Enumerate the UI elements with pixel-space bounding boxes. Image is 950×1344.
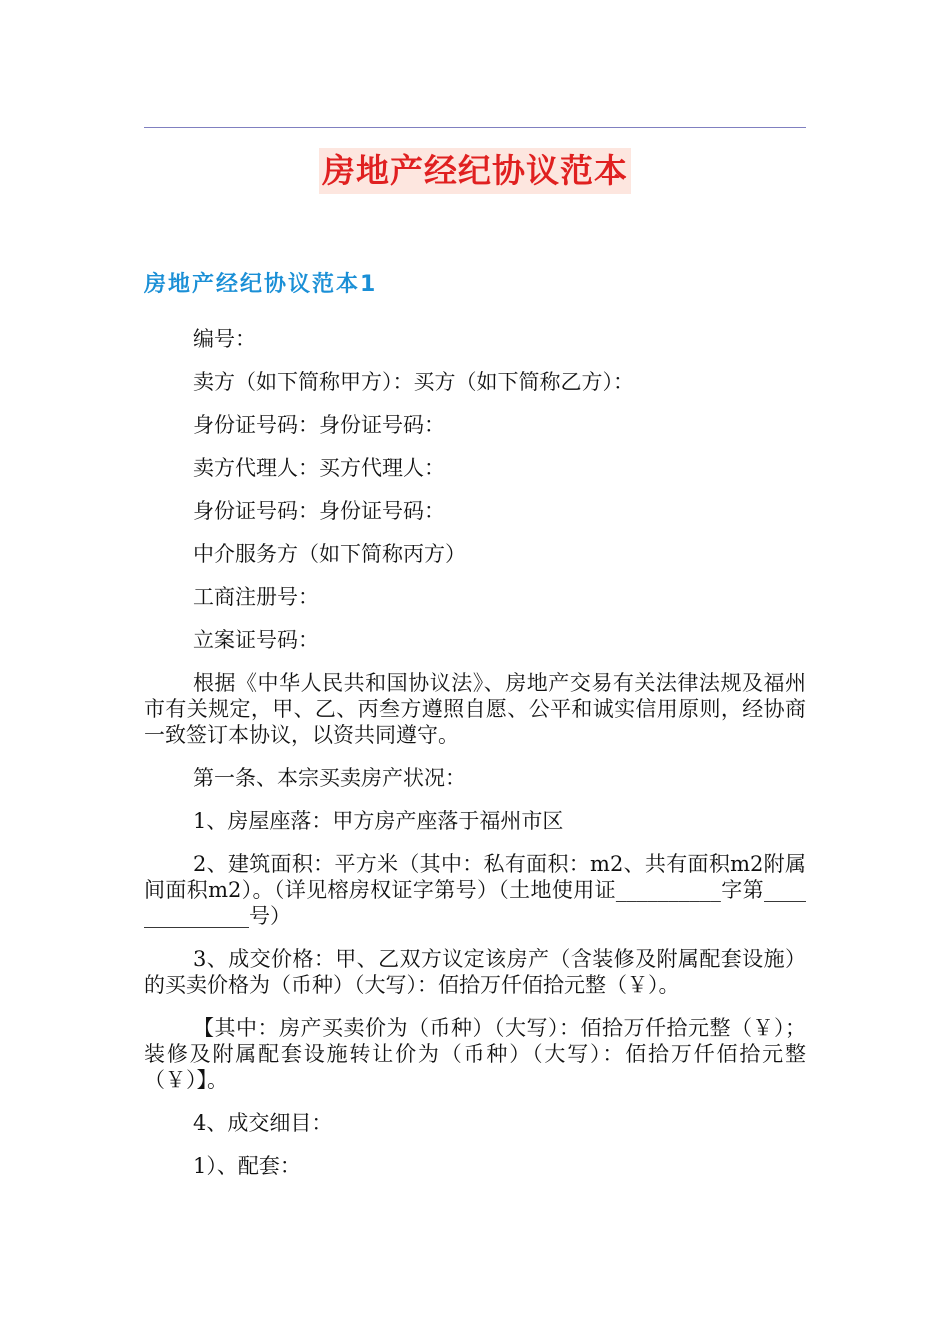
header-divider bbox=[144, 127, 806, 128]
paragraph-floor-area: 2、建筑面积：平方米（其中：私有面积：m2、共有面积m2附属间面积m2）。（详见榕房权证字第号）（土地使用证__________字第______________号） bbox=[144, 852, 806, 928]
paragraph-agents: 卖方代理人：买方代理人： bbox=[193, 456, 445, 480]
paragraph-intermediary: 中介服务方（如下简称丙方） bbox=[193, 542, 466, 566]
paragraph-parties: 卖方（如下简称甲方）：买方（如下简称乙方）： bbox=[193, 370, 634, 394]
paragraph-preamble: 根据《中华人民共和国协议法》、房地产交易有关法律法规及福州市有关规定，甲、乙、丙叁方遵照自愿、公平和诚实信用原则，经协商一致签订本协议，以资共同遵守。 bbox=[144, 671, 806, 747]
paragraph-facilities: 1）、配套： bbox=[193, 1154, 301, 1178]
paragraph-price: 3、成交价格：甲、乙双方议定该房产（含装修及附属配套设施）的买卖价格为（币种）（大写）：佰拾万仟佰拾元整（￥）。 bbox=[144, 947, 806, 997]
document-title: 房地产经纪协议范本 bbox=[319, 148, 631, 194]
paragraph-price-breakdown: 【其中：房产买卖价为（币种）（大写）：佰拾万仟拾元整（￥）；装修及附属配套设施转让价为（币种）（大写）：佰拾万仟佰拾元整（￥）】。 bbox=[144, 1016, 806, 1092]
paragraph-business-registration: 工商注册号： bbox=[193, 585, 319, 609]
paragraph-filing-number: 立案证号码： bbox=[193, 628, 319, 652]
paragraph-article-one: 第一条、本宗买卖房产状况： bbox=[193, 766, 466, 790]
paragraph-location: 1、房屋座落：甲方房产座落于福州市区 bbox=[193, 809, 564, 833]
document-body bbox=[144, 326, 806, 1196]
paragraph-id-numbers: 身份证号码：身份证号码： bbox=[193, 413, 445, 437]
section-heading: 房地产经纪协议范本1 bbox=[144, 272, 378, 297]
paragraph-details: 4、成交细目： bbox=[193, 1111, 333, 1135]
paragraph-agent-id-numbers: 身份证号码：身份证号码： bbox=[193, 499, 445, 523]
document-title-wrapper bbox=[0, 148, 950, 194]
paragraph-serial-number: 编号： bbox=[193, 327, 256, 351]
